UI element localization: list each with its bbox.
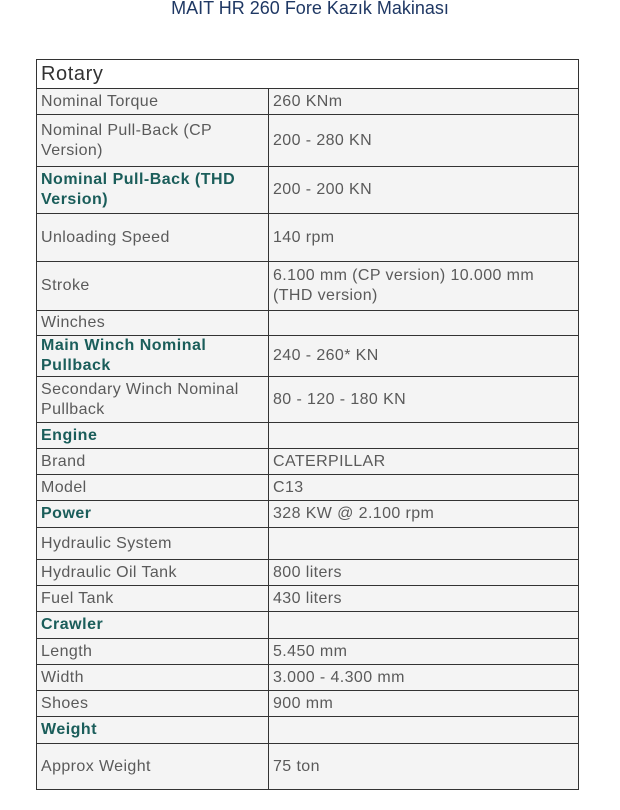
row-value: 5.450 mm bbox=[269, 639, 579, 665]
table-row bbox=[37, 60, 579, 89]
table-row bbox=[37, 262, 579, 311]
table-row bbox=[37, 449, 579, 475]
table-row bbox=[37, 639, 579, 665]
table-row bbox=[37, 115, 579, 167]
table-row bbox=[37, 717, 579, 744]
row-label: Crawler bbox=[37, 612, 269, 639]
row-value: 6.100 mm (CP version) 10.000 mm (THD version) bbox=[269, 262, 579, 311]
row-label: Nominal Pull-Back (THD Version) bbox=[37, 167, 269, 214]
table-row bbox=[37, 311, 579, 336]
row-label: Winches bbox=[37, 311, 269, 336]
row-value: 200 - 280 KN bbox=[269, 115, 579, 167]
row-label: Width bbox=[37, 665, 269, 691]
row-value bbox=[269, 528, 579, 560]
row-label: Model bbox=[37, 475, 269, 501]
table-row bbox=[37, 691, 579, 717]
row-value: 900 mm bbox=[269, 691, 579, 717]
row-value bbox=[269, 423, 579, 449]
table-row bbox=[37, 167, 579, 214]
row-value: 240 - 260* KN bbox=[269, 336, 579, 377]
row-value: 800 liters bbox=[269, 560, 579, 586]
row-label: Nominal Torque bbox=[37, 89, 269, 115]
row-label: Engine bbox=[37, 423, 269, 449]
table-row bbox=[37, 665, 579, 691]
row-value: 260 KNm bbox=[269, 89, 579, 115]
row-label: Length bbox=[37, 639, 269, 665]
row-label: Stroke bbox=[37, 262, 269, 311]
row-label: Unloading Speed bbox=[37, 214, 269, 262]
row-label: Main Winch Nominal Pullback bbox=[37, 336, 269, 377]
row-value bbox=[269, 311, 579, 336]
row-value bbox=[269, 717, 579, 744]
row-value: 328 KW @ 2.100 rpm bbox=[269, 501, 579, 528]
row-label: Secondary Winch Nominal Pullback bbox=[37, 377, 269, 423]
row-label: Hydraulic Oil Tank bbox=[37, 560, 269, 586]
row-label: Shoes bbox=[37, 691, 269, 717]
table-row bbox=[37, 336, 579, 377]
row-label: Fuel Tank bbox=[37, 586, 269, 612]
table-row bbox=[37, 475, 579, 501]
table-row bbox=[37, 528, 579, 560]
row-label: Power bbox=[37, 501, 269, 528]
row-label: Approx Weight bbox=[37, 744, 269, 790]
spec-table bbox=[36, 59, 579, 790]
section-heading-rotary: Rotary bbox=[37, 60, 579, 89]
table-row bbox=[37, 501, 579, 528]
table-row bbox=[37, 560, 579, 586]
row-value: C13 bbox=[269, 475, 579, 501]
row-value: 3.000 - 4.300 mm bbox=[269, 665, 579, 691]
table-row bbox=[37, 586, 579, 612]
row-label: Brand bbox=[37, 449, 269, 475]
row-value: 430 liters bbox=[269, 586, 579, 612]
row-value: 75 ton bbox=[269, 744, 579, 790]
table-row bbox=[37, 214, 579, 262]
table-row bbox=[37, 423, 579, 449]
row-value: 140 rpm bbox=[269, 214, 579, 262]
row-value: 200 - 200 KN bbox=[269, 167, 579, 214]
document-title: MAIT HR 260 Fore Kazık Makinası bbox=[171, 0, 449, 18]
row-value: CATERPILLAR bbox=[269, 449, 579, 475]
row-value: 80 - 120 - 180 KN bbox=[269, 377, 579, 423]
table-row bbox=[37, 89, 579, 115]
row-label: Hydraulic System bbox=[37, 528, 269, 560]
row-label: Weight bbox=[37, 717, 269, 744]
table-row bbox=[37, 612, 579, 639]
row-label: Nominal Pull-Back (CP Version) bbox=[37, 115, 269, 167]
table-row bbox=[37, 744, 579, 790]
table-row bbox=[37, 377, 579, 423]
row-value bbox=[269, 612, 579, 639]
